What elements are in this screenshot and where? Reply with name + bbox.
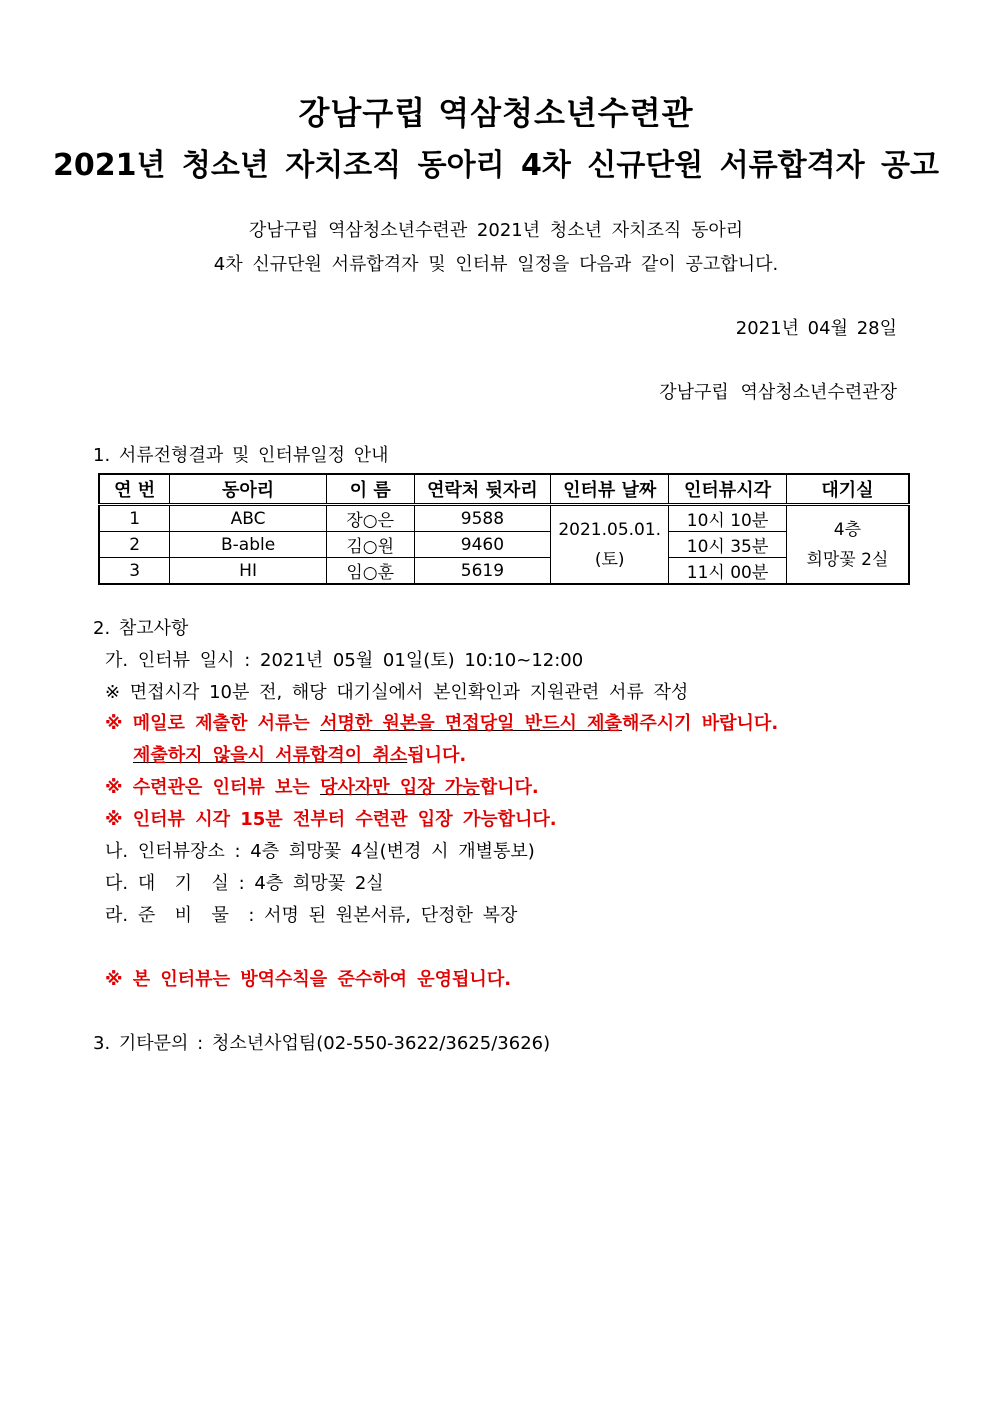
table-header-row: [99, 474, 909, 505]
note-arrival: ※ 면접시각 10분 전, 해당 대기실에서 본인확인과 지원관련 서류 작성: [105, 682, 689, 703]
row-time: 11시 00분: [669, 558, 787, 585]
waiting-room: 다. 대 기 실 : 4층 희망꽃 2실: [105, 873, 384, 894]
page-title: 강남구립 역삼청소년수련관: [298, 94, 694, 132]
col-header: 이 름: [326, 474, 414, 505]
contact-info: 3. 기타문의 : 청소년사업팀(02-550-3622/3625/3626): [93, 1033, 551, 1054]
row-name: 장○은: [326, 505, 414, 532]
results-table: [98, 473, 910, 585]
page-subtitle: 2021년 청소년 자치조직 동아리 4차 신규단원 서류합격자 공고: [52, 148, 940, 183]
warning-underlined: 당사자만 입장 가능: [320, 777, 480, 798]
warning-text: 됩니다.: [407, 745, 467, 766]
intro-line-1: 강남구립 역삼청소년수련관 2021년 청소년 자치조직 동아리: [248, 220, 744, 241]
waiting-room-cell: [786, 505, 909, 585]
warning-early-entry: ※ 인터뷰 시각 15분 전부터 수련관 입장 가능합니다.: [105, 809, 557, 830]
row-time: 10시 10분: [669, 505, 787, 532]
warning-entry: [105, 773, 539, 799]
interview-date: 2021.05.01.: [558, 519, 662, 540]
warning-original-docs: [105, 709, 778, 735]
col-header: 연 번: [99, 474, 170, 505]
row-club: B-able: [170, 532, 327, 558]
row-no: 3: [99, 558, 170, 585]
intro-line-2: 4차 신규단원 서류합격자 및 인터뷰 일정을 다음과 같이 공고합니다.: [213, 254, 779, 275]
row-no: 2: [99, 532, 170, 558]
row-phone: 9460: [414, 532, 551, 558]
row-name: 임○훈: [326, 558, 414, 585]
row-phone: 5619: [414, 558, 551, 585]
warning-text: 해주시기 바랍니다.: [621, 713, 779, 734]
warning-quarantine: ※ 본 인터뷰는 방역수칙을 준수하여 운영됩니다.: [105, 969, 512, 990]
row-no: 1: [99, 505, 170, 532]
col-header: 연락처 뒷자리: [414, 474, 551, 505]
interview-place: 나. 인터뷰장소 : 4층 희망꽃 4실(변경 시 개별통보): [105, 841, 535, 862]
section2-heading: 2. 참고사항: [93, 618, 189, 639]
col-header: 인터뷰시각: [669, 474, 787, 505]
col-header: 동아리: [170, 474, 327, 505]
supplies: 라. 준 비 물 : 서명 된 원본서류, 단정한 복장: [105, 905, 518, 926]
notice-date: 2021년 04월 28일: [735, 318, 897, 339]
interview-datetime: 가. 인터뷰 일시 : 2021년 05월 01일(토) 10:10~12:00: [105, 650, 584, 671]
table-row: [99, 505, 909, 532]
interview-day: (토): [594, 549, 625, 570]
warning-underlined: 제출하지 않을시 서류합격이 취소: [133, 745, 408, 766]
warning-cancel: [133, 741, 466, 767]
row-club: HI: [170, 558, 327, 585]
waiting-room-floor: 4층: [833, 519, 862, 540]
section1-heading: 1. 서류전형결과 및 인터뷰일정 안내: [93, 445, 389, 466]
issuer: 강남구립 역삼청소년수련관장: [659, 382, 897, 403]
col-header: 인터뷰 날짜: [551, 474, 669, 505]
warning-underlined: 서명한 원본을 면접당일 반드시 제출: [320, 713, 622, 734]
warning-text: ※ 수련관은 인터뷰 보는: [105, 777, 321, 798]
row-phone: 9588: [414, 505, 551, 532]
waiting-room-name: 희망꽃 2실: [806, 549, 889, 570]
interview-date-cell: [551, 505, 669, 585]
warning-text: ※ 메일로 제출한 서류는: [105, 713, 321, 734]
warning-text: 합니다.: [479, 777, 539, 798]
row-club: ABC: [170, 505, 327, 532]
row-name: 김○원: [326, 532, 414, 558]
col-header: 대기실: [786, 474, 909, 505]
row-time: 10시 35분: [669, 532, 787, 558]
